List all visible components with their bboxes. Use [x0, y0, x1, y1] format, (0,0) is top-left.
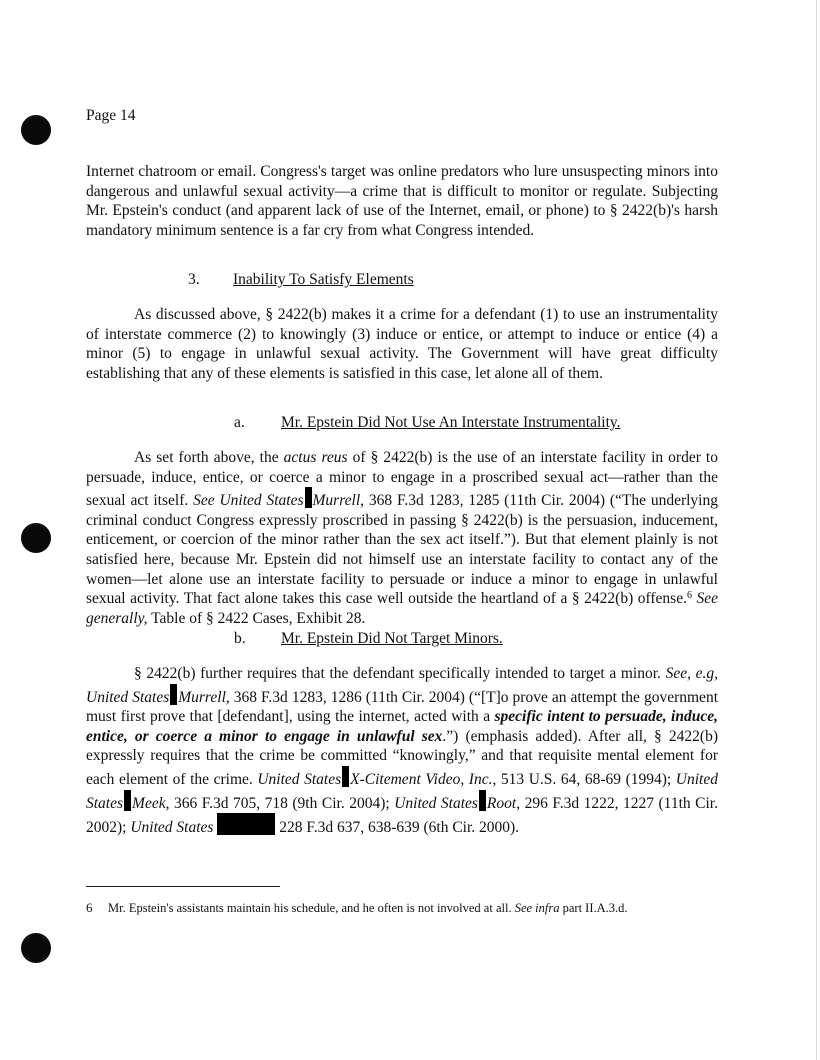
text-run: § 2422(b) further requires that the defendant specifically intended to target a minor.: [134, 665, 666, 682]
text-run: As set forth above, the: [134, 449, 284, 466]
paragraph-text: [86, 448, 718, 628]
text-run: , 368 F.3d 1283, 1286 (11th Cir. 2004) (“[T]o prove an attempt the government must first prove that [defendant], using the internet, acted with a: [86, 688, 718, 726]
footnote-number: 6: [86, 900, 93, 915]
heading-title: Mr. Epstein Did Not Use An Interstate Instrumentality.: [281, 414, 621, 431]
paragraph-text: As discussed above, § 2422(b) makes it a crime for a defendant (1) to use an instrumentality of interstate commerce (2) to knowingly (3) induce or entice, or attempt to induce or entice (4) a minor (5) to engage in unlawful sexual activity. The Government will have great difficulty establishing that any of these elements is satisfied in this case, let alone all of them.: [86, 306, 718, 382]
citation-case-name: United States: [86, 770, 718, 812]
citation-case-name: United States: [394, 794, 478, 812]
text-run: , 366 F.3d 705, 718 (9th Cir. 2004);: [165, 794, 395, 812]
citation-case-name: Root: [486, 794, 517, 812]
text-run: .”) (emphasis added). After all, § 2422(b) expressly requires that the crime be committed “knowingly,” and that requisite mental element for each element of the crime.: [86, 727, 718, 788]
text-run-italic: actus reus: [283, 449, 348, 466]
footnote-reference[interactable]: 6: [686, 590, 692, 602]
citation-case-name: Meek: [132, 794, 166, 812]
heading-title: Inability To Satisfy Elements: [233, 271, 414, 288]
footnote-text: part II.A.3.d.: [559, 901, 628, 915]
text-run: , 368 F.3d 1283, 1285 (11th Cir. 2004) (“The underlying criminal conduct Congress expressly proscribed in passing § 2422(b) is the persuasion, inducement, enticement, or coercion of the minor rather than the sex act itself.”). But that element plainly is not satisfied here, because Mr. Epstein did not himself use an interstate facility to contact any of the women—let alone use an interstate facility to persuade or induce a minor to engage in unlawful sexual activity. That fact alone takes this case well outside the heartland of a § 2422(b) offense.: [86, 492, 718, 608]
binder-hole-bottom: [21, 933, 51, 963]
citation-case-name: Murrell: [178, 688, 226, 706]
redaction-bar: [305, 487, 312, 508]
heading-title: Mr. Epstein Did Not Target Minors.: [281, 630, 503, 647]
text-run: Table of § 2422 Cases, Exhibit 28.: [147, 609, 366, 627]
citation-case-name: See United States: [193, 492, 304, 510]
citation-signal: See infra: [514, 901, 560, 915]
text-run: of § 2422(b) is the use of an interstate facility in order to persuade, induce, entice, or coerce a minor to engage in a proscribed sexual act—rather than the sexual act itself.: [86, 449, 718, 510]
binder-hole-middle: [21, 523, 51, 553]
citation-case-name: See, e.g, United States: [86, 665, 719, 706]
redaction-block: [217, 813, 275, 835]
text-run: 228 F.3d 637, 638-639 (6th Cir. 2000).: [275, 819, 520, 837]
redaction-bar: [170, 684, 177, 705]
citation-case-name: Murrell: [312, 492, 361, 510]
heading-number: b.: [234, 630, 246, 647]
footnote-text: Mr. Epstein's assistants maintain his schedule, and he often is not involved at all.: [108, 901, 515, 915]
redaction-bar: [342, 766, 349, 787]
redaction-bar: [479, 790, 486, 811]
redaction-bar: [124, 790, 131, 811]
text-run: , 296 F.3d 1222, 1227 (11th Cir. 2002);: [86, 794, 718, 837]
heading-number: 3.: [188, 271, 200, 288]
citation-case-name: X-Citement Video, Inc.: [350, 770, 493, 788]
page-number: Page 14: [86, 107, 136, 124]
binder-hole-top: [21, 115, 51, 145]
citation-case-name: United States: [257, 770, 342, 788]
footnote-6: [86, 900, 628, 916]
paragraph-actus-reus: [86, 448, 718, 628]
paragraph-specific-intent: [86, 664, 718, 838]
text-run: , 513 U.S. 64, 68-69 (1994);: [492, 770, 676, 788]
footnote-separator: [86, 886, 280, 887]
paragraph-elements: [86, 305, 718, 383]
paragraph-text: [86, 664, 718, 838]
citation-signal: See generally,: [86, 590, 719, 627]
paragraph-congress-target: [86, 162, 718, 240]
emphasized-quote: specific intent to persuade, induce, entice, or coerce a minor to engage in unlawful sex: [86, 708, 718, 745]
page-edge-line: [816, 0, 817, 1060]
heading-number: a.: [234, 414, 245, 431]
citation-case-name: United States: [130, 819, 214, 837]
paragraph-text: Internet chatroom or email. Congress's target was online predators who lure unsuspecting minors into dangerous and unlawful sexual activity—a crime that is difficult to monitor or regulate. Subjecting Mr. Epstein's conduct (and apparent lack of use of the Internet, email, or phone) to § 2422(b)'s harsh mandatory minimum sentence is a far cry from what Congress intended.: [86, 163, 718, 239]
